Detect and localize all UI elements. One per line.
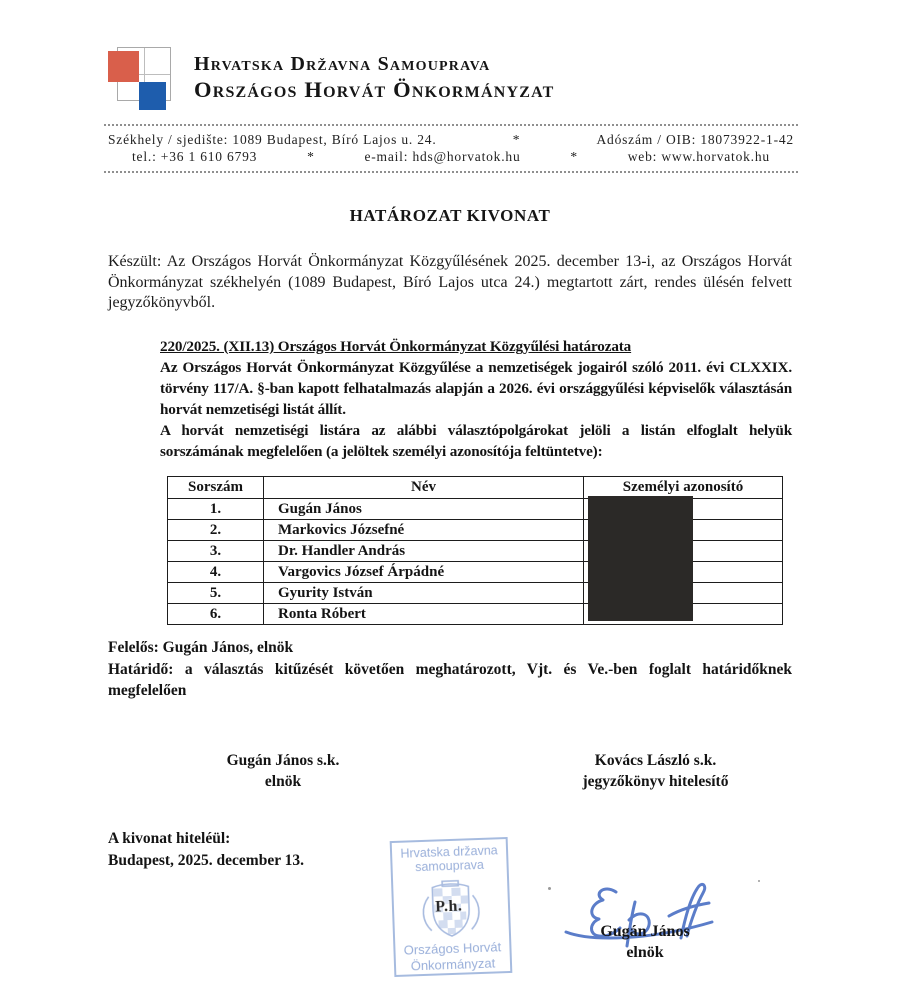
scan-speck xyxy=(758,880,760,882)
separator-star: * xyxy=(512,132,521,147)
scan-speck xyxy=(548,887,551,890)
contact-web: web: www.horvatok.hu xyxy=(627,149,770,164)
contact-email: e-mail: hds@horvatok.hu xyxy=(364,149,521,164)
column-header-sorszam: Sorszám xyxy=(168,477,264,499)
row-number: 6. xyxy=(168,604,264,625)
attestation-line-2: Budapest, 2025. december 13. xyxy=(108,851,305,869)
signer-name: Gugán János s.k. xyxy=(226,752,340,769)
candidates-table-wrap xyxy=(167,476,779,625)
signer-title: elnök xyxy=(264,773,302,790)
attestation-block xyxy=(108,828,304,871)
redaction-box xyxy=(588,496,693,621)
candidate-name: Gyurity István xyxy=(264,583,584,604)
row-number: 4. xyxy=(168,562,264,583)
logo-red-square xyxy=(108,51,139,82)
contact-line-2 xyxy=(104,148,798,165)
separator-star: * xyxy=(307,149,315,164)
signature-block-right xyxy=(513,750,798,792)
candidate-name: Gugán János xyxy=(264,499,584,520)
candidate-name: Markovics Józsefné xyxy=(264,520,584,541)
separator-star: * xyxy=(570,149,578,164)
resolution-body-1: Az Országos Horvát Önkormányzat Közgyűlése a nemzetiségek jogairól szóló 2011. évi CLXXIX. törvény 117/A. §-ban kapott felhatalmazás alapján a 2026. évi országgyűlési képviselők választásán horvát nemzetiségi listát állít. xyxy=(160,359,792,418)
candidate-name: Dr. Handler András xyxy=(264,541,584,562)
responsible-line: Felelős: Gugán János, elnök xyxy=(108,639,294,656)
official-stamp xyxy=(390,837,513,977)
row-number: 3. xyxy=(168,541,264,562)
contact-phone: tel.: +36 1 610 6793 xyxy=(132,149,258,164)
org-names xyxy=(194,53,555,103)
column-header-azonosito: Személyi azonosító xyxy=(584,477,783,499)
org-logo xyxy=(108,44,172,112)
resolution-body-2: A horvát nemzetiségi listára az alábbi választópolgárokat jelöli a listán elfoglalt helyük sorszámának megfelelően (a jelöltek személyi azonosítója feltüntetve): xyxy=(160,422,792,460)
stamp-text-4: Önkormányzat xyxy=(410,955,496,974)
stamp-coat-of-arms xyxy=(415,873,487,941)
contact-address: Székhely / sjedište: 1089 Budapest, Bíró Lajos u. 24. xyxy=(108,132,437,147)
org-name-croatian: Hrvatska Državna Samouprava xyxy=(194,53,491,75)
signature-block-left xyxy=(168,750,398,792)
attestation-line-1: A kivonat hiteléül: xyxy=(108,830,231,847)
ph-mark: P.h. xyxy=(434,897,463,916)
column-header-nev: Név xyxy=(264,477,584,499)
contact-taxid: Adószám / OIB: 18073922-1-42 xyxy=(596,132,794,147)
stamp-text-3: Országos Horvát xyxy=(403,939,502,958)
intro-paragraph: Készült: Az Országos Horvát Önkormányzat Közgyűlésének 2025. december 13-i, az Országos Horvát Önkormányzat székhelyén (1089 Budapest, Bíró Lajos utca 24.) megtartott zárt, rendes ülésén felvett jegyzőkönyvből. xyxy=(108,253,792,311)
contact-line-1 xyxy=(104,131,798,148)
row-number: 5. xyxy=(168,583,264,604)
stamp-text-1: Hrvatska državna xyxy=(400,843,498,861)
contact-strip xyxy=(104,124,798,173)
candidate-name: Vargovics József Árpádné xyxy=(264,562,584,583)
document-title: HATÁROZAT KIVONAT xyxy=(349,206,551,225)
bottom-signatory xyxy=(570,921,720,963)
signer-name: Kovács László s.k. xyxy=(594,752,717,769)
signatory-name: Gugán János xyxy=(600,923,690,940)
signatory-title: elnök xyxy=(626,944,664,961)
resolution-heading: 220/2025. (XII.13) Országos Horvát Önkormányzat Közgyűlési határozata xyxy=(160,338,632,355)
deadline-line: Határidő: a választás kitűzését követően meghatározott, Vjt. és Ve.-ben foglalt határidőknek megfelelően xyxy=(108,660,792,699)
row-number: 2. xyxy=(168,520,264,541)
stamp-text-2: samouprava xyxy=(414,857,485,875)
row-number: 1. xyxy=(168,499,264,520)
org-name-hungarian: Országos Horvát Önkormányzat xyxy=(194,76,555,102)
logo-blue-square xyxy=(139,82,166,110)
signer-title: jegyzőkönyv hitelesítő xyxy=(582,773,729,790)
candidate-name: Ronta Róbert xyxy=(264,604,584,625)
resolution-block xyxy=(160,336,792,462)
responsibility-block xyxy=(108,637,792,702)
